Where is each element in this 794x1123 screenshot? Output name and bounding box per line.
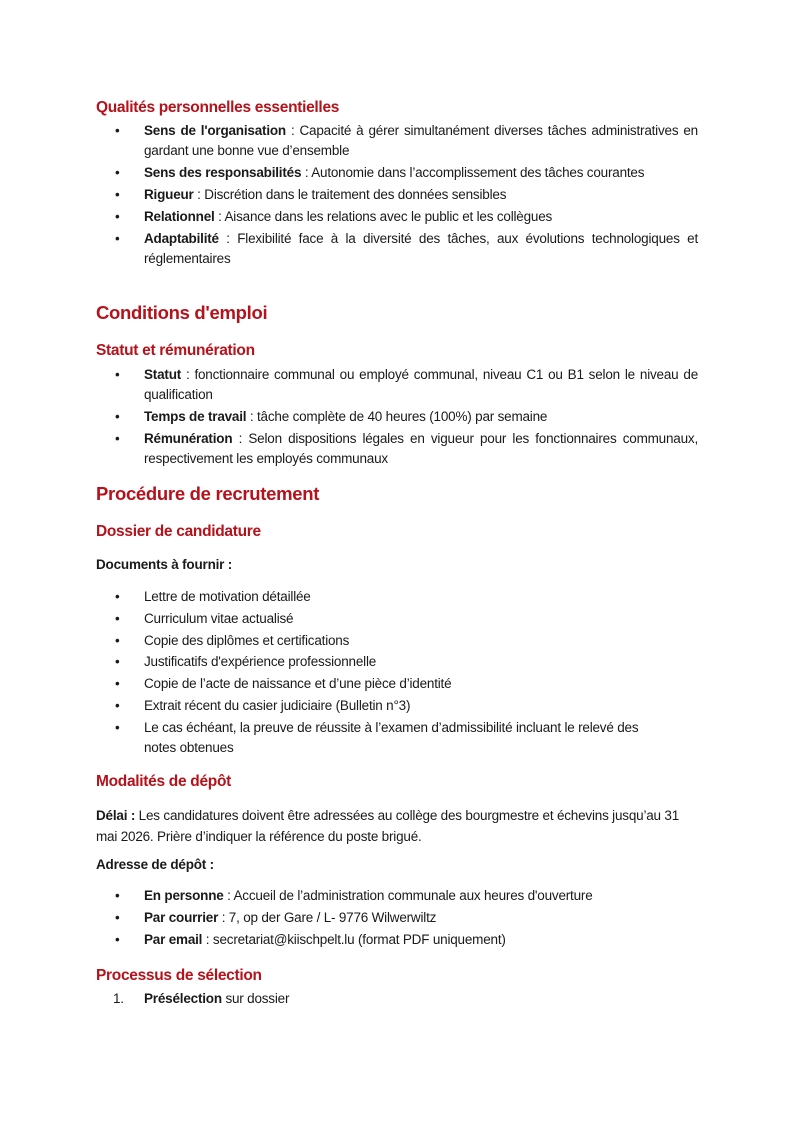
bullet-icon: •	[115, 165, 120, 180]
bullet-icon: •	[115, 231, 120, 246]
item-term: Par courrier	[144, 909, 219, 925]
list-item	[96, 930, 698, 950]
item-term: Présélection	[144, 991, 222, 1006]
item-text: Copie des diplômes et certifications	[144, 632, 350, 648]
list-item	[96, 609, 698, 629]
bullet-icon: •	[115, 409, 120, 424]
item-sep: :	[232, 431, 249, 446]
bullet-icon: •	[115, 676, 120, 692]
bullet-icon: •	[115, 931, 120, 947]
item-sep: :	[223, 888, 234, 903]
list-item	[96, 429, 698, 469]
list-item	[96, 185, 698, 205]
item-text: Curriculum vitae actualisé	[144, 610, 294, 626]
list-item	[96, 207, 698, 227]
item-text: Flexibilité face à la diversité des tâches, aux évolutions technologiques et réglementaires	[144, 231, 698, 266]
list-item	[96, 696, 698, 716]
subheading-depot: Modalités de dépôt	[96, 773, 231, 790]
bullet-icon: •	[115, 697, 120, 713]
item-text: Selon dispositions légales en vigueur pour les fonctionnaires communaux, respectivement les employés communaux	[144, 431, 699, 466]
item-text: 7, op der Gare / L- 9776 Wilwerwiltz	[228, 909, 437, 925]
list-item	[96, 674, 698, 694]
subheading-selection: Processus de sélection	[96, 967, 262, 984]
item-term: Relationnel	[144, 209, 215, 224]
list-item	[96, 587, 698, 607]
subheading-statut: Statut et rémunération	[96, 342, 255, 359]
bullet-icon: •	[115, 909, 120, 925]
documents-list	[96, 587, 698, 760]
item-text: Justificatifs d'expérience professionnelle	[144, 654, 377, 670]
delai-label: Délai :	[96, 808, 136, 823]
item-text: Accueil de l’administration communale aux heures d'ouverture	[233, 888, 593, 903]
list-item	[96, 121, 698, 161]
bullet-icon: •	[115, 719, 120, 735]
item-text: fonctionnaire communal ou employé communal, niveau C1 ou B1 selon le niveau de qualification	[144, 367, 698, 402]
item-number: 1.	[113, 991, 124, 1006]
section-heading-procedure: Procédure de recrutement	[96, 483, 320, 504]
bullet-icon: •	[115, 610, 120, 626]
bullet-icon: •	[115, 209, 120, 224]
adresse-label: Adresse de dépôt :	[96, 857, 214, 872]
bullet-icon: •	[115, 123, 120, 138]
list-item	[96, 718, 698, 758]
list-item	[96, 365, 698, 405]
item-sep: :	[301, 165, 312, 180]
item-sep: :	[202, 931, 213, 947]
delai-text: Les candidatures doivent être adressées au collège des bourgmestre et échevins jusqu’au 31 mai 2026. Prière d’indiquer la référence du poste brigué.	[96, 808, 680, 844]
item-term: Sens des responsabilités	[144, 165, 302, 180]
section-heading-qualites: Qualités personnelles essentielles	[96, 99, 340, 116]
list-item	[96, 229, 698, 269]
subheading-dossier: Dossier de candidature	[96, 523, 261, 540]
item-sep: :	[285, 123, 300, 138]
item-text: Discrétion dans le traitement des données sensibles	[204, 187, 507, 202]
depot-list	[96, 886, 698, 951]
item-term: Adaptabilité	[144, 231, 219, 246]
item-text: Capacité à gérer simultanément diverses tâches administratives en gardant une bonne vue d’ensemble	[144, 123, 698, 158]
item-text: Aisance dans les relations avec le public et les collègues	[224, 209, 553, 224]
item-text: secretariat@kiischpelt.lu (format PDF uniquement)	[212, 931, 506, 947]
item-text: tâche complète de 40 heures (100%) par semaine	[257, 409, 548, 424]
item-term: Rigueur	[144, 187, 194, 202]
list-item	[96, 631, 698, 651]
item-text: sur dossier	[221, 991, 290, 1006]
section-heading-conditions: Conditions d'emploi	[96, 302, 268, 323]
item-term: Temps de travail	[144, 409, 247, 424]
item-term: Par email	[144, 931, 203, 947]
item-text: Lettre de motivation détaillée	[144, 589, 311, 604]
item-text: Le cas échéant, la preuve de réussite à l’examen d’admissibilité incluant le relevé des notes obtenues	[144, 719, 639, 755]
item-term: En personne	[144, 888, 224, 903]
list-item	[96, 407, 698, 427]
bullet-icon: •	[115, 654, 120, 670]
item-term: Sens de l'organisation	[144, 123, 286, 138]
item-sep: :	[218, 909, 229, 925]
list-item	[96, 989, 698, 1009]
bullet-icon: •	[115, 632, 120, 648]
item-sep: :	[193, 187, 205, 202]
statut-list	[96, 365, 698, 471]
list-item	[96, 163, 698, 183]
item-sep: :	[214, 209, 225, 224]
bullet-icon: •	[115, 888, 120, 903]
documents-label: Documents à fournir :	[96, 557, 233, 572]
item-sep: :	[218, 231, 238, 246]
item-term: Statut	[144, 367, 182, 382]
bullet-icon: •	[115, 431, 120, 446]
item-text: Autonomie dans l’accomplissement des tâches courantes	[311, 165, 645, 180]
item-sep: :	[181, 367, 195, 382]
bullet-icon: •	[115, 589, 120, 604]
selection-list	[96, 989, 698, 1009]
qualites-list	[96, 121, 698, 271]
item-text: Copie de l’acte de naissance et d’une pièce d’identité	[144, 676, 452, 692]
item-sep: :	[246, 409, 257, 424]
item-text: Extrait récent du casier judiciaire (Bulletin n°3)	[144, 697, 411, 713]
bullet-icon: •	[115, 187, 120, 202]
list-item	[96, 908, 698, 928]
list-item	[96, 886, 698, 906]
item-term: Rémunération	[144, 431, 233, 446]
bullet-icon: •	[115, 367, 120, 382]
list-item	[96, 652, 698, 672]
delai-paragraph	[96, 805, 698, 847]
